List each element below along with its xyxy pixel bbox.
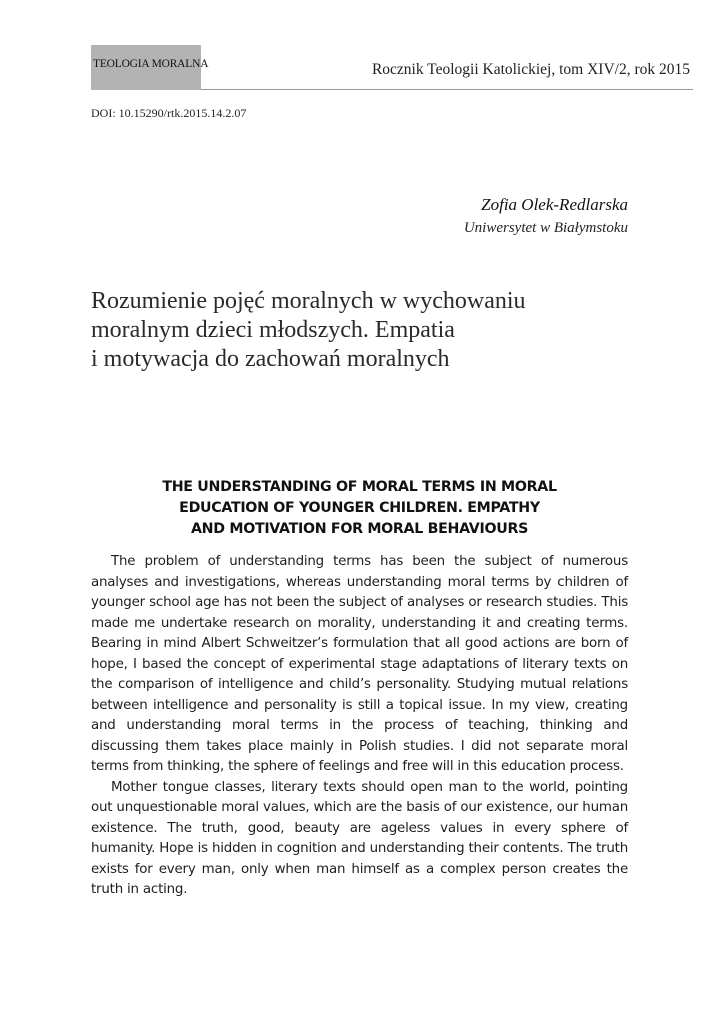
journal-reference: Rocznik Teologii Katolickiej, tom XIV/2, rok 2015 bbox=[371, 61, 690, 78]
section-label: TEOLOGIA MORALNA bbox=[91, 45, 201, 90]
title-pl-line: moralnym dzieci młodszych. Empatia bbox=[91, 317, 455, 343]
author-name: Zofia Olek-Redlarska bbox=[481, 195, 628, 214]
header-divider bbox=[201, 89, 693, 90]
author-block bbox=[464, 193, 628, 239]
doi-reference: DOI: 10.15290/rtk.2015.14.2.07 bbox=[91, 106, 247, 120]
title-en-line: EDUCATION OF YOUNGER CHILDREN. EMPATHY bbox=[179, 500, 540, 516]
title-en-line: THE UNDERSTANDING OF MORAL TERMS IN MORAL bbox=[162, 479, 557, 495]
title-en-line: AND MOTIVATION FOR MORAL BEHAVIOURS bbox=[191, 521, 528, 537]
abstract-paragraph: Mother tongue classes, literary texts should open man to the world, pointing out unquestionable moral values, which are the basis of our existence, our human existence. The truth, good, beauty are ageless values in every sphere of humanity. Hope is hidden in cognition and understanding their contents. The truth exists for every man, only when man himself as a complex person creates the truth in acting. bbox=[91, 779, 628, 897]
title-pl-line: i motywacja do zachowań moralnych bbox=[91, 346, 450, 372]
abstract bbox=[91, 552, 628, 901]
abstract-paragraph: The problem of understanding terms has been the subject of numerous analyses and investigations, whereas understanding moral terms by children of younger school age has not been the subject of analyses or research studies. This made me undertake research on morality, understanding it and creating terms. Bearing in mind Albert Schweitzer’s formulation that all good actions are born of hope, I based the concept of experimental stage adaptations of literary texts on the comparison of intelligence and child’s personality. Studying mutual relations between intelligence and personality is still a topical issue. In my view, creating and understanding moral terms in the process of teaching, thinking and discussing them takes place mainly in Polish studies. I did not separate moral terms from thinking, the sphere of feelings and free will in this education process. bbox=[91, 554, 628, 774]
article-title-polish bbox=[91, 287, 651, 374]
article-title-english bbox=[91, 477, 628, 540]
author-affiliation: Uniwersytet w Białymstoku bbox=[463, 220, 628, 236]
title-pl-line: Rozumienie pojęć moralnych w wychowaniu bbox=[91, 288, 526, 314]
